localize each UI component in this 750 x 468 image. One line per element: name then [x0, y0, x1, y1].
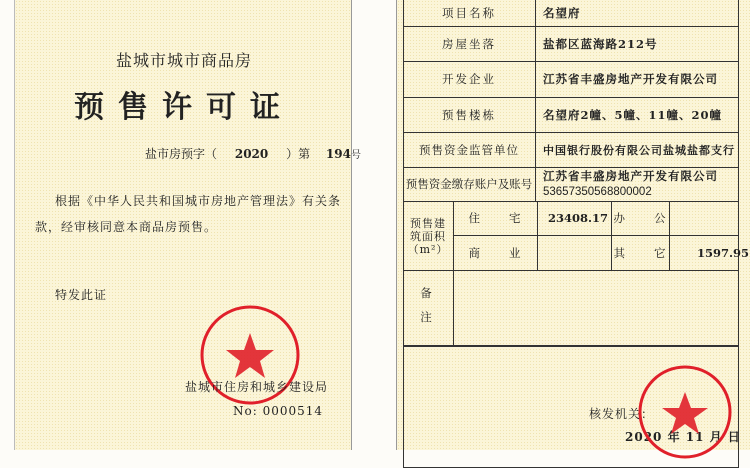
- label-location: 房屋坐落: [442, 36, 496, 51]
- label-deposit-account: 预售资金缴存账户及账号: [405, 177, 533, 191]
- label-presale-area: 预售建筑面积（m²）: [407, 216, 449, 256]
- serial-number: No: 0000514: [233, 404, 324, 418]
- permit-prefix: 盐市房预字（: [145, 147, 218, 161]
- certificate-subtitle: 盐城市城市商品房: [115, 51, 252, 70]
- issuing-authority-label: 核发机关：: [589, 407, 655, 421]
- permit-mid: ）第: [286, 147, 311, 161]
- value-other: 1597.95: [697, 245, 750, 260]
- label-remarks: 备 注: [420, 286, 448, 324]
- label-buildings: 预售楼栋: [442, 107, 496, 122]
- value-residential: 23408.17: [547, 211, 608, 225]
- value-account-holder: 江苏省丰盛房地产开发有限公司: [543, 169, 718, 183]
- official-seal-right: [635, 362, 735, 462]
- permit-no: 194: [325, 147, 351, 161]
- label-residential: 住 宅: [468, 211, 523, 225]
- value-developer: 江苏省丰盛房地产开发有限公司: [543, 72, 718, 86]
- label-developer: 开发企业: [442, 72, 496, 86]
- value-commercial: [538, 235, 608, 270]
- value-supervising-bank: 中国银行股份有限公司盐城盐都支行: [543, 143, 735, 157]
- body-line-2: 款，经审核同意本商品房预售。: [35, 220, 218, 234]
- label-supervising-bank: 预售资金监管单位: [419, 142, 519, 157]
- label-project-name: 项目名称: [442, 6, 496, 20]
- permit-year: 2020: [234, 147, 269, 161]
- label-other: 其 它: [613, 245, 668, 260]
- special-note: 特发此证: [55, 288, 108, 302]
- value-project-name: 名望府: [543, 6, 581, 20]
- left-certificate-page: [14, 0, 361, 450]
- label-commercial: 商 业: [468, 245, 523, 260]
- issuer-name: 盐城市住房和城乡建设局: [185, 380, 329, 394]
- value-location: 盐都区蓝海路212号: [543, 36, 658, 51]
- value-account-number: 53657350568800002: [543, 186, 652, 198]
- right-certificate-page: [396, 0, 750, 450]
- body-line-1: 根据《中华人民共和国城市房地产管理法》有关条: [55, 194, 342, 208]
- value-office: [670, 201, 738, 235]
- label-office: 办 公: [613, 211, 668, 225]
- issue-date: 2020 年 11 月 日: [625, 430, 741, 444]
- certificate-title: 预售许可证: [74, 90, 294, 125]
- permit-number: [145, 145, 361, 162]
- value-buildings: 名望府2幢、5幢、11幢、20幢: [543, 107, 723, 122]
- permit-suffix: 号: [350, 150, 361, 161]
